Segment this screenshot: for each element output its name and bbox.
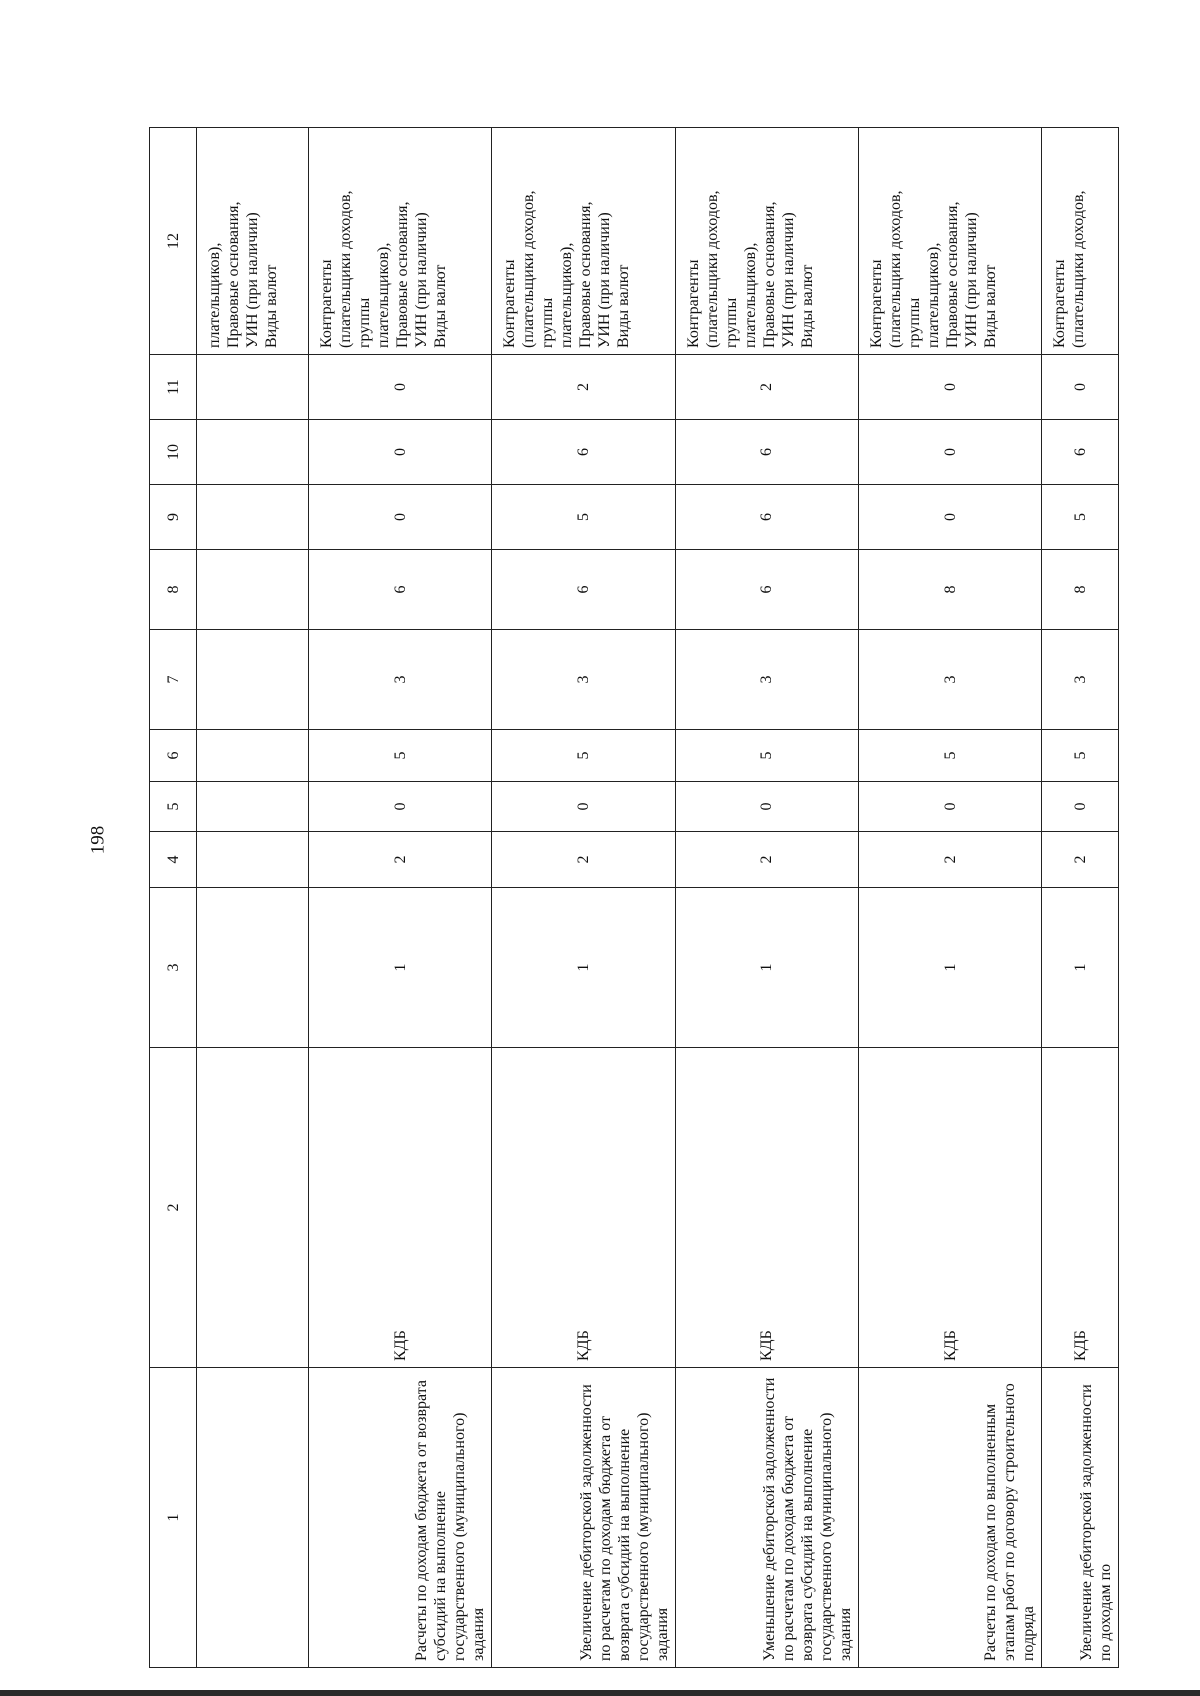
analytics-cell: Контрагенты (плательщики доходов, группы плательщиков), Правовые основания, УИН (при наличии) Виды валют	[675, 128, 858, 355]
digit-cell: 0	[308, 355, 491, 420]
digit-cell	[197, 888, 309, 1048]
column-header: 4	[150, 832, 197, 888]
row-name-cell: Расчеты по доходам бюджета от возврата субсидий на выполнение государственного (муниципального) задания	[308, 1368, 491, 1668]
digit-cell: 0	[858, 420, 1041, 485]
digit-cell: 3	[308, 630, 491, 730]
digit-cell: 0	[308, 485, 491, 550]
digit-cell	[197, 730, 309, 782]
digit-cell: 1	[308, 888, 491, 1048]
digit-cell: 2	[675, 832, 858, 888]
analytics-cell: Контрагенты (плательщики доходов,	[1042, 128, 1119, 355]
header-row	[150, 128, 197, 1668]
digit-cell: 0	[675, 782, 858, 832]
digit-cell: 2	[675, 355, 858, 420]
digit-cell: 2	[858, 832, 1041, 888]
page-number: 198	[87, 825, 109, 855]
row-name-cell: Увеличение дебиторской задолженности по расчетам по доходам бюджета от возврата субсидий на выполнение государственного (муниципального) задания	[492, 1368, 675, 1668]
digit-cell: 8	[858, 550, 1041, 630]
digit-cell: 5	[492, 485, 675, 550]
digit-cell	[197, 630, 309, 730]
digit-cell: 6	[308, 550, 491, 630]
digit-cell	[197, 550, 309, 630]
column-header: 3	[150, 888, 197, 1048]
digit-cell: 6	[675, 420, 858, 485]
digit-cell: 2	[1042, 832, 1119, 888]
digit-cell: 5	[1042, 485, 1119, 550]
digit-cell: 5	[308, 730, 491, 782]
digit-cell: 3	[858, 630, 1041, 730]
digit-cell: 1	[858, 888, 1041, 1048]
digit-cell: 0	[1042, 782, 1119, 832]
column-header: 10	[150, 420, 197, 485]
row-name-cell	[197, 1368, 309, 1668]
digit-cell: 0	[492, 782, 675, 832]
digit-cell: 6	[492, 550, 675, 630]
row-code-cell	[197, 1048, 309, 1368]
table-row	[1042, 128, 1119, 1668]
scan-edge	[0, 1690, 1200, 1696]
digit-cell	[197, 485, 309, 550]
column-header: 1	[150, 1368, 197, 1668]
row-code-cell: КДБ	[1042, 1048, 1119, 1368]
digit-cell: 5	[858, 730, 1041, 782]
analytics-cell: Контрагенты (плательщики доходов, группы плательщиков), Правовые основания, УИН (при наличии) Виды валют	[492, 128, 675, 355]
digit-cell	[197, 832, 309, 888]
digit-cell: 2	[492, 355, 675, 420]
digit-cell: 2	[308, 832, 491, 888]
row-name-cell: Уменьшение дебиторской задолженности по расчетам по доходам бюджета от возврата субсидий на выполнение государственного (муниципального) задания	[675, 1368, 858, 1668]
digit-cell: 8	[1042, 550, 1119, 630]
column-header: 2	[150, 1048, 197, 1368]
column-header: 12	[150, 128, 197, 355]
column-header: 7	[150, 630, 197, 730]
accounting-table	[149, 127, 1119, 1668]
row-code-cell: КДБ	[308, 1048, 491, 1368]
digit-cell: 1	[1042, 888, 1119, 1048]
column-header: 5	[150, 782, 197, 832]
analytics-cell: Контрагенты (плательщики доходов, группы плательщиков), Правовые основания, УИН (при наличии) Виды валют	[858, 128, 1041, 355]
digit-cell: 0	[308, 420, 491, 485]
digit-cell: 0	[858, 355, 1041, 420]
digit-cell: 0	[1042, 355, 1119, 420]
table-row	[858, 128, 1041, 1668]
digit-cell: 0	[858, 782, 1041, 832]
digit-cell: 3	[675, 630, 858, 730]
digit-cell: 5	[492, 730, 675, 782]
rotated-table-container	[149, 128, 1119, 1668]
column-header: 11	[150, 355, 197, 420]
digit-cell: 6	[1042, 420, 1119, 485]
column-header: 9	[150, 485, 197, 550]
digit-cell: 6	[675, 485, 858, 550]
digit-cell: 1	[492, 888, 675, 1048]
row-name-cell: Увеличение дебиторской задолженности по доходам по	[1042, 1368, 1119, 1668]
column-header: 8	[150, 550, 197, 630]
row-code-cell: КДБ	[492, 1048, 675, 1368]
digit-cell: 0	[858, 485, 1041, 550]
table-row	[492, 128, 675, 1668]
digit-cell: 5	[1042, 730, 1119, 782]
digit-cell	[197, 782, 309, 832]
digit-cell	[197, 355, 309, 420]
row-code-cell: КДБ	[858, 1048, 1041, 1368]
digit-cell: 2	[492, 832, 675, 888]
analytics-cell: Контрагенты (плательщики доходов, группы плательщиков), Правовые основания, УИН (при наличии) Виды валют	[308, 128, 491, 355]
table-row	[197, 128, 309, 1668]
digit-cell: 3	[1042, 630, 1119, 730]
table-row	[675, 128, 858, 1668]
digit-cell: 6	[675, 550, 858, 630]
table-row	[308, 128, 491, 1668]
analytics-cell: плательщиков), Правовые основания, УИН (при наличии) Виды валют	[197, 128, 309, 355]
digit-cell: 0	[308, 782, 491, 832]
digit-cell: 1	[675, 888, 858, 1048]
digit-cell: 3	[492, 630, 675, 730]
row-name-cell: Расчеты по доходам по выполненным этапам работ по договору строительного подряда	[858, 1368, 1041, 1668]
row-code-cell: КДБ	[675, 1048, 858, 1368]
digit-cell: 5	[675, 730, 858, 782]
digit-cell: 6	[492, 420, 675, 485]
column-header: 6	[150, 730, 197, 782]
digit-cell	[197, 420, 309, 485]
